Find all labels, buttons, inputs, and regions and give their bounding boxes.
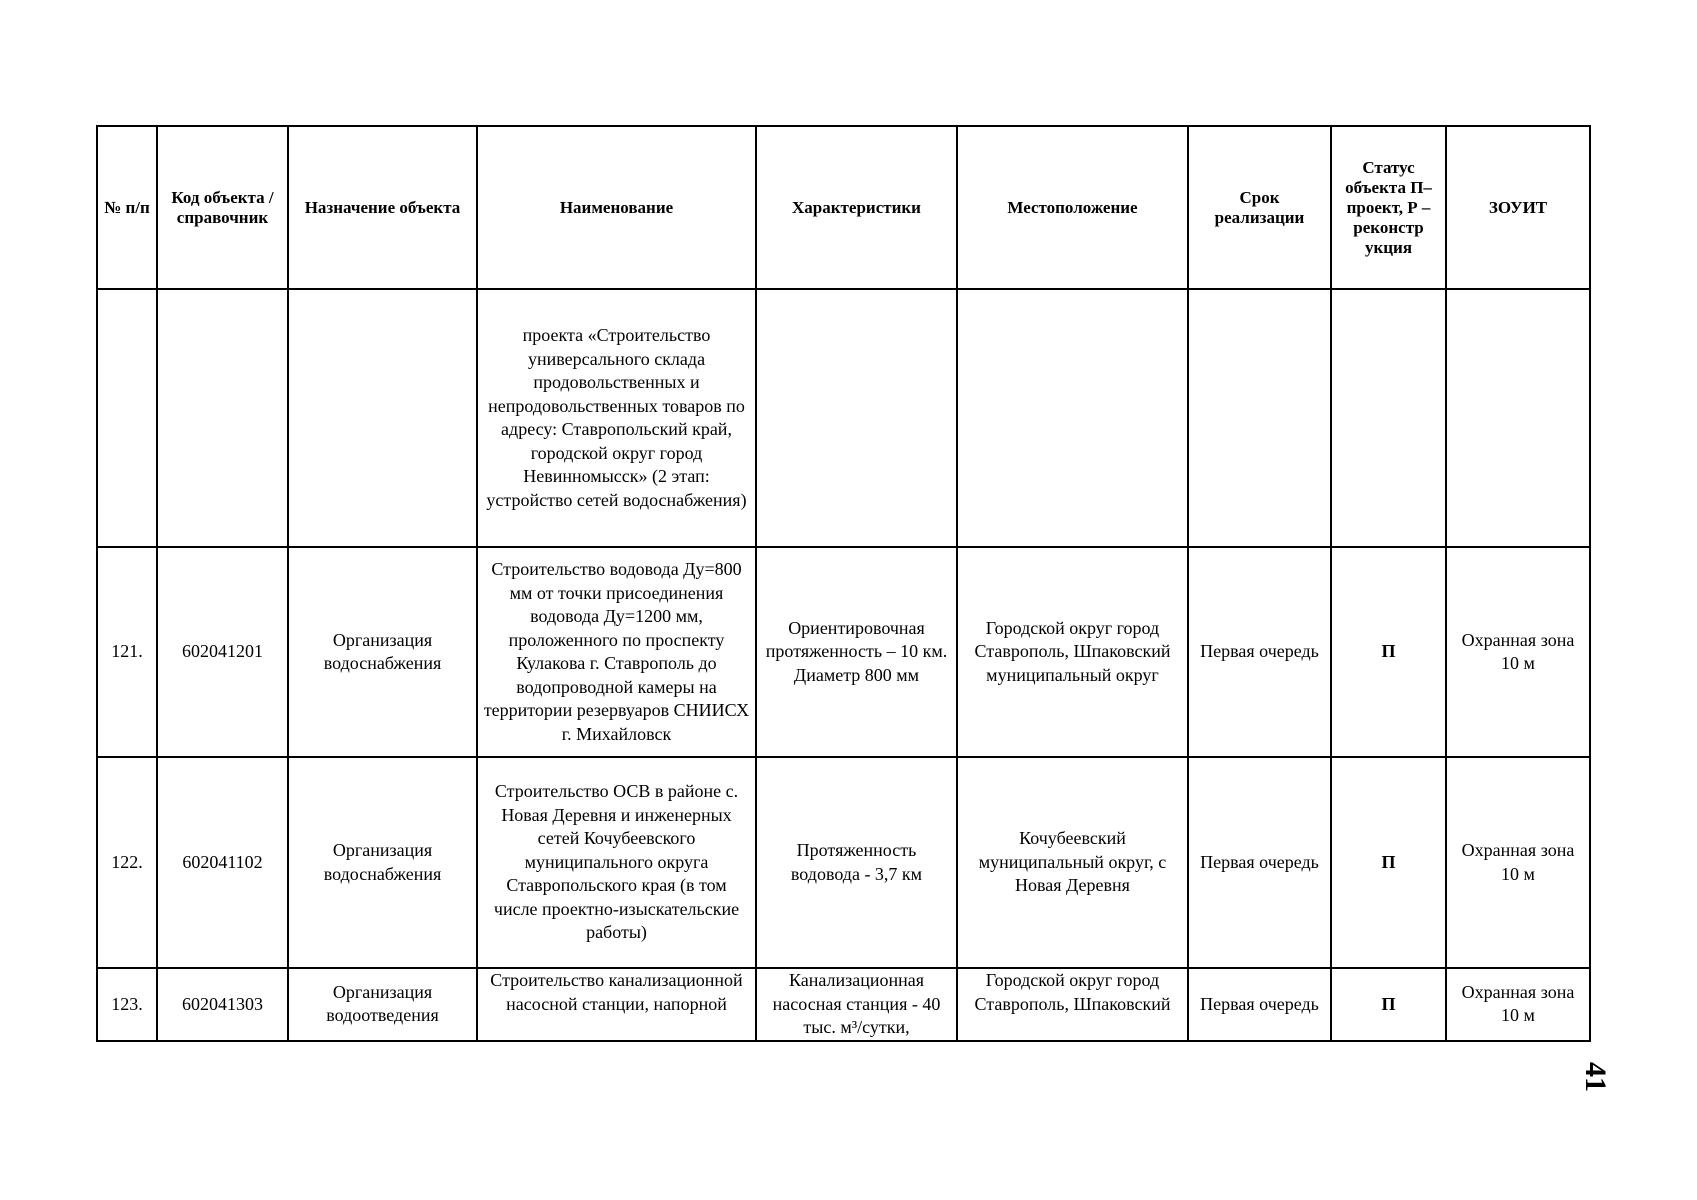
cell-name: Строительство водовода Ду=800 мм от точки присоединения водовода Ду=1200 мм, проложенного по проспекту Кулакова г. Ставрополь до водопроводной камеры на территории резервуаров СНИИСХ г. Михайловск <box>477 547 756 757</box>
header-row <box>97 126 1590 289</box>
cell-num: 123. <box>97 968 157 1041</box>
cell-zone: Охранная зона 10 м <box>1446 968 1590 1041</box>
header-status: Статус объекта П– проект, Р – реконстр укция <box>1331 126 1446 289</box>
cell-status: П <box>1331 968 1446 1041</box>
cell-name: проекта «Строительство универсального склада продовольственных и непродовольственных товаров по адресу: Ставропольский край, городской округ город Невинномысск» (2 этап: устройство сетей водоснабжения) <box>477 289 756 547</box>
cell-term: Первая очередь <box>1188 757 1331 968</box>
table-row <box>97 547 1590 757</box>
cell-zone: Охранная зона 10 м <box>1446 547 1590 757</box>
header-term: Срок реализации <box>1188 126 1331 289</box>
cell-code <box>157 289 288 547</box>
cell-location <box>957 289 1188 547</box>
cell-characteristics <box>756 289 957 547</box>
cell-characteristics: Канализационная насосная станция - 40 тыс. м³/сутки, <box>756 968 957 1041</box>
cell-status: П <box>1331 547 1446 757</box>
cell-name: Строительство ОСВ в районе с. Новая Деревня и инженерных сетей Кочубеевского муниципального округа Ставропольского края (в том числе проектно-изыскательские работы) <box>477 757 756 968</box>
cell-term: Первая очередь <box>1188 968 1331 1041</box>
cell-status <box>1331 289 1446 547</box>
table-row <box>97 289 1590 547</box>
objects-table <box>96 125 1591 1042</box>
header-purpose: Назначение объекта <box>288 126 477 289</box>
cell-term <box>1188 289 1331 547</box>
header-characteristics: Характеристики <box>756 126 957 289</box>
cell-location: Городской округ город Ставрополь, Шпаковский <box>957 968 1188 1041</box>
cell-status: П <box>1331 757 1446 968</box>
cell-purpose <box>288 289 477 547</box>
header-zone: ЗОУИТ <box>1446 126 1590 289</box>
cell-characteristics: Протяженность водовода - 3,7 км <box>756 757 957 968</box>
cell-code: 602041201 <box>157 547 288 757</box>
header-code: Код объекта / справочник <box>157 126 288 289</box>
cell-term: Первая очередь <box>1188 547 1331 757</box>
cell-zone: Охранная зона 10 м <box>1446 757 1590 968</box>
cell-num: 122. <box>97 757 157 968</box>
cell-purpose: Организация водоотведения <box>288 968 477 1041</box>
table-row <box>97 757 1590 968</box>
cell-num: 121. <box>97 547 157 757</box>
cell-name: Строительство канализационной насосной станции, напорной <box>477 968 756 1041</box>
cell-characteristics: Ориентировочная протяженность – 10 км. Диаметр 800 мм <box>756 547 957 757</box>
header-name: Наименование <box>477 126 756 289</box>
cell-code: 602041303 <box>157 968 288 1041</box>
cell-zone <box>1446 289 1590 547</box>
page-number: 41 <box>1579 1062 1612 1092</box>
cell-num <box>97 289 157 547</box>
header-num: № п/п <box>97 126 157 289</box>
cell-location: Кочубеевский муниципальный округ, с Новая Деревня <box>957 757 1188 968</box>
cell-purpose: Организация водоснабжения <box>288 757 477 968</box>
cell-location: Городской округ город Ставрополь, Шпаковский муниципальный округ <box>957 547 1188 757</box>
table-row <box>97 968 1590 1041</box>
cell-purpose: Организация водоснабжения <box>288 547 477 757</box>
header-location: Местоположение <box>957 126 1188 289</box>
cell-code: 602041102 <box>157 757 288 968</box>
